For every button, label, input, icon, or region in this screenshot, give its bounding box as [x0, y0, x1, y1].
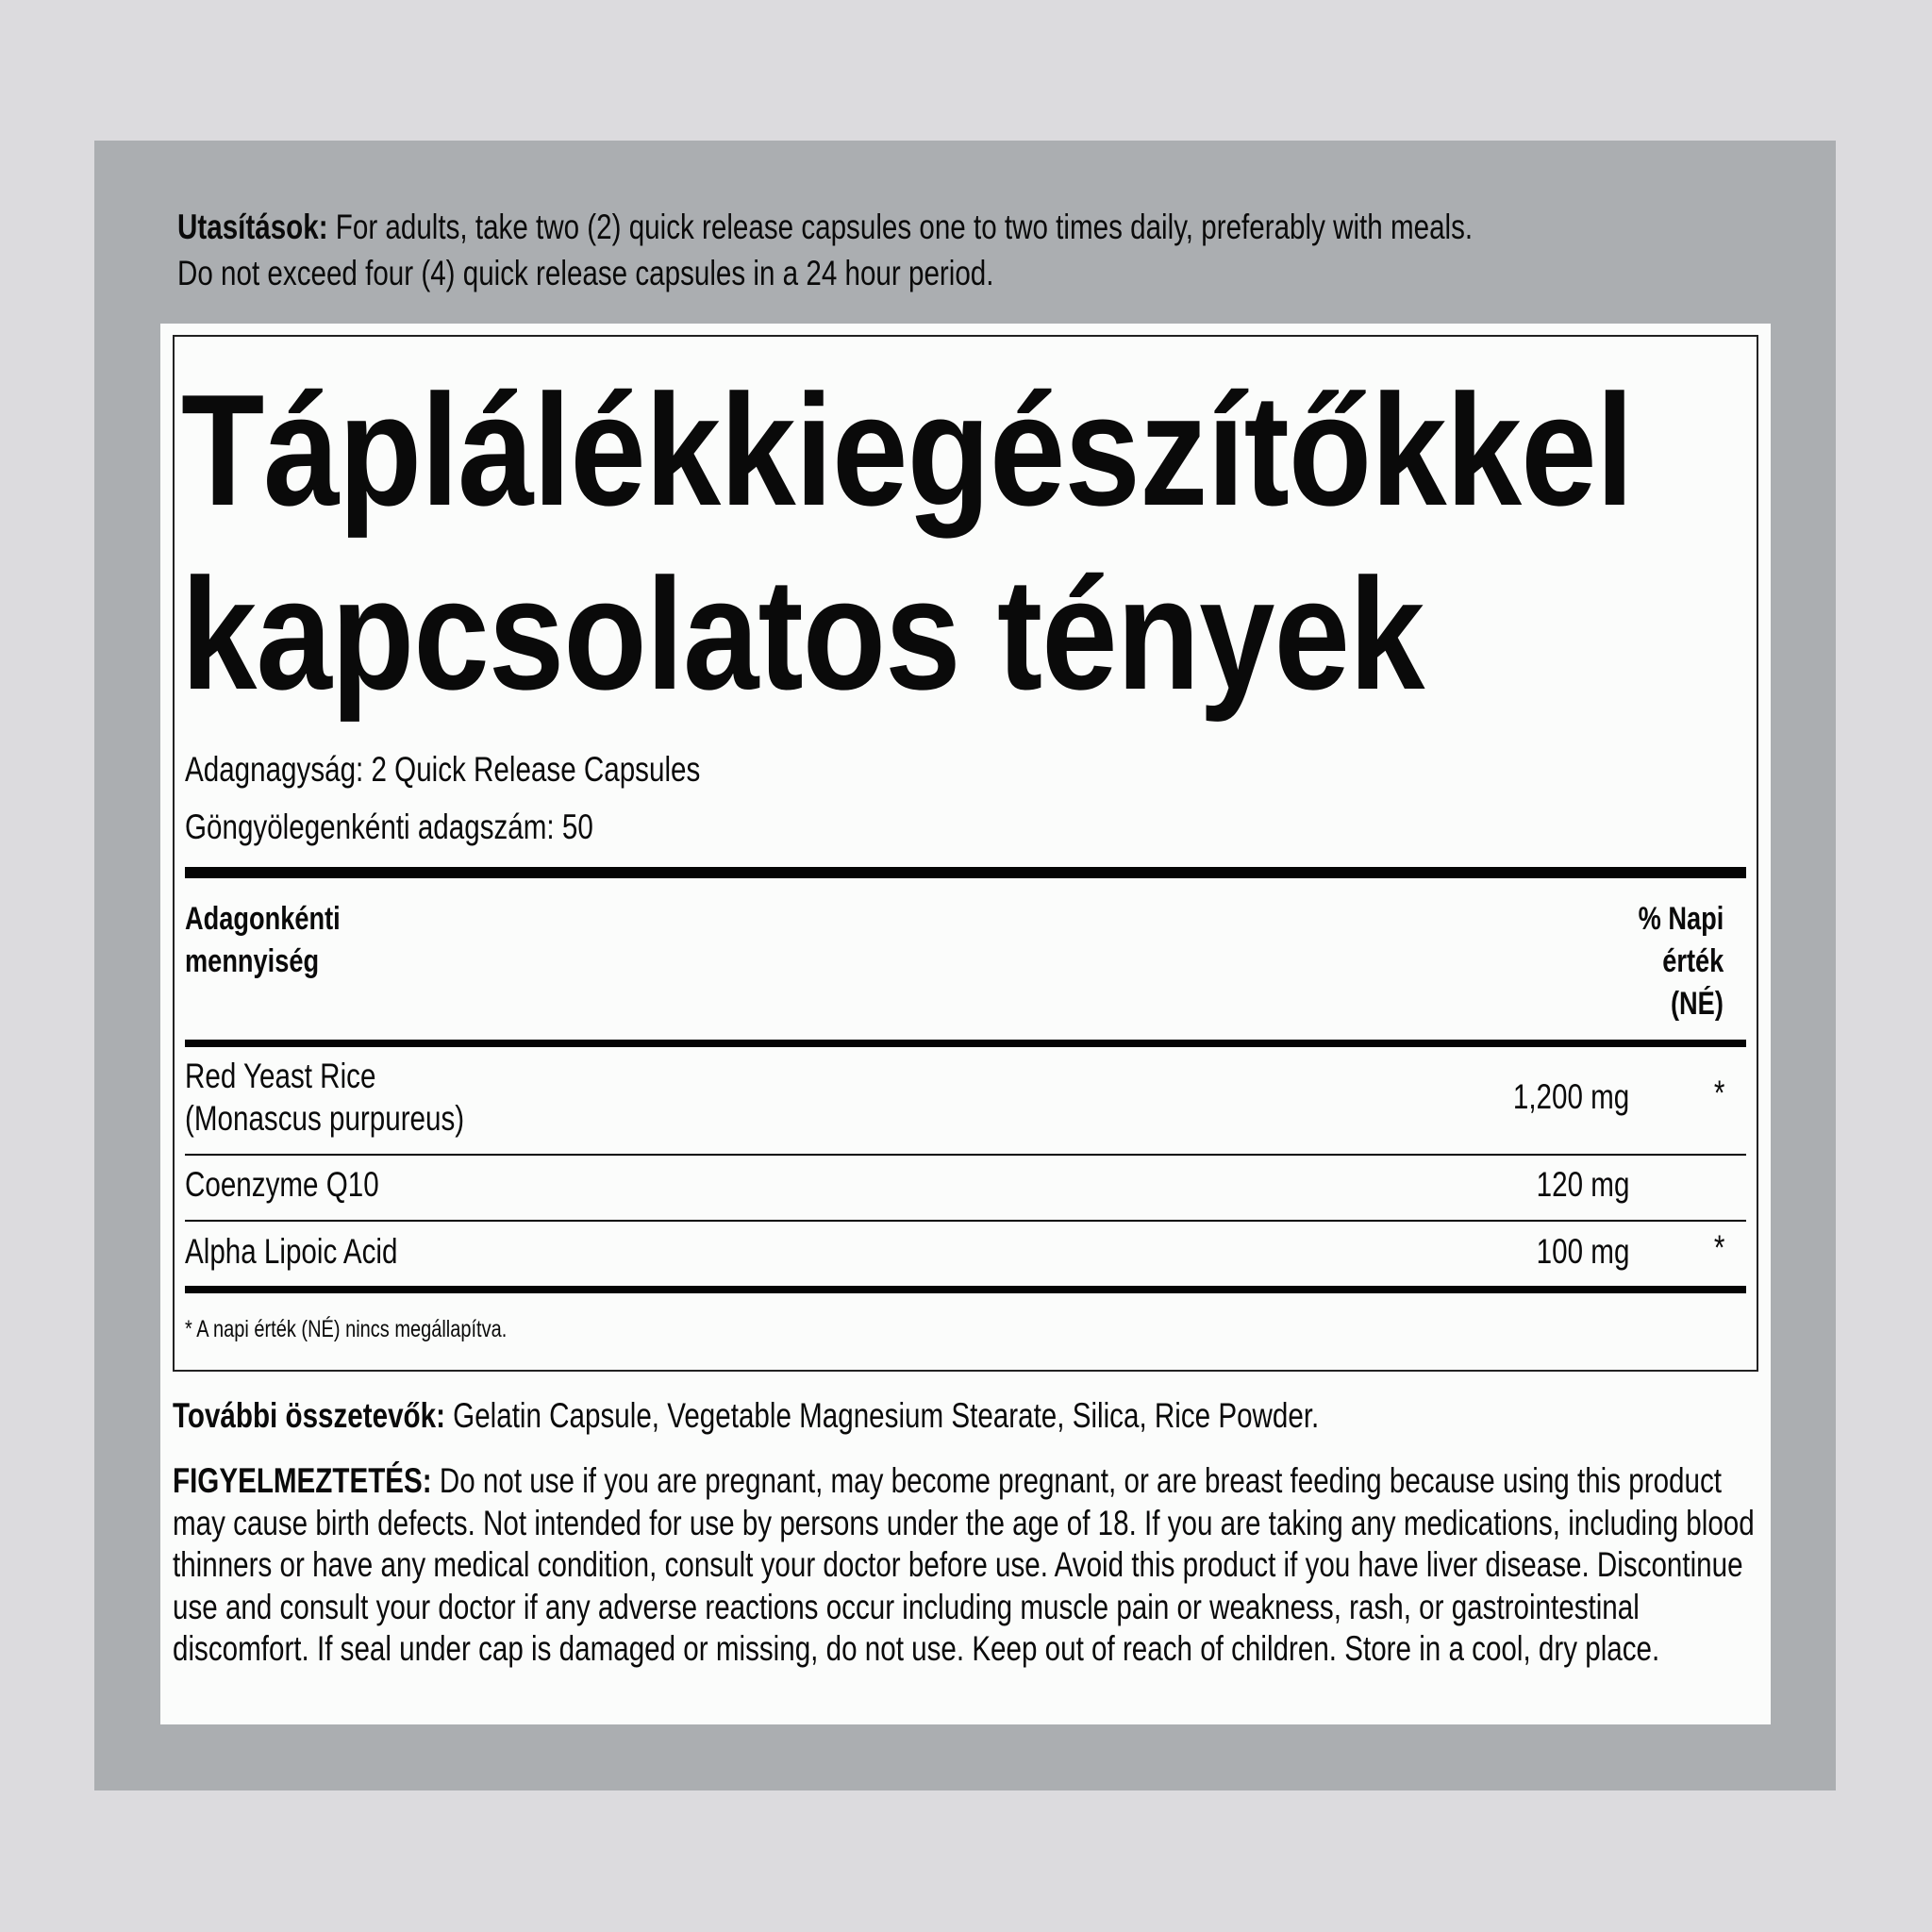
- directions-line-2: Do not exceed four (4) quick release capsules in a 24 hour period.: [177, 254, 994, 292]
- row-name: Red Yeast Rice: [185, 1057, 376, 1095]
- warning-text: Do not use if you are pregnant, may become pregnant, or are breast feeding because using this product may cause birth defects. Not intended for use by persons under the age of 18. If you are taking any medications, including blood thinners or have any medical condition, consult your doctor before use. Avoid this product if you have liver disease. Discontinue use and consult your doctor if any adverse reactions occur including muscle pain or weakness, rash, or gastrointestinal discomfort. If seal under cap is damaged or missing, do not use. Keep out of reach of children. Store in a cool, dry place.: [173, 1461, 1755, 1668]
- facts-title-line-2: kapcsolatos tények: [181, 545, 1424, 723]
- footnote: * A napi érték (NÉ) nincs megállapítva.: [185, 1316, 508, 1342]
- medium-divider: [185, 1040, 1746, 1047]
- row-subname: (Monascus purpureus): [185, 1099, 465, 1138]
- header-amount-line-1: Adagonkénti: [185, 901, 341, 937]
- row-name: Coenzyme Q10: [185, 1165, 379, 1204]
- row-dv: *: [1713, 1074, 1724, 1112]
- other-ingredients-text: Gelatin Capsule, Vegetable Magnesium Stearate, Silica, Rice Powder.: [453, 1396, 1320, 1435]
- header-dv-line-3: (NÉ): [1671, 986, 1724, 1022]
- serving-size: Adagnagyság: 2 Quick Release Capsules: [185, 750, 701, 789]
- row-name: Alpha Lipoic Acid: [185, 1232, 398, 1271]
- facts-title-line-1: Táplálékkiegészítőkkel: [181, 361, 1634, 539]
- header-dv-line-2: érték: [1661, 943, 1724, 979]
- directions-label: Utasítások:: [177, 208, 328, 246]
- warning-label: FIGYELMEZTETÉS:: [173, 1461, 432, 1500]
- other-ingredients: [173, 1398, 1319, 1433]
- row-dv: *: [1713, 1228, 1724, 1267]
- thick-divider: [185, 867, 1746, 878]
- other-ingredients-label: További összetevők:: [173, 1396, 445, 1435]
- row-amount: 120 mg: [1536, 1165, 1629, 1204]
- bottom-divider: [185, 1286, 1746, 1293]
- directions-text: For adults, take two (2) quick release capsules one to two times daily, preferably with meals.: [335, 208, 1474, 246]
- warning: [173, 1460, 1765, 1671]
- header-dv-line-1: % Napi: [1638, 901, 1724, 937]
- directions-line-1: [177, 209, 1473, 244]
- row-amount: 100 mg: [1536, 1232, 1629, 1271]
- header-amount-line-2: mennyiség: [185, 943, 320, 979]
- servings-per-container: Göngyölegenkénti adagszám: 50: [185, 808, 593, 846]
- row-divider: [185, 1220, 1746, 1222]
- row-amount: 1,200 mg: [1512, 1077, 1629, 1116]
- row-divider: [185, 1154, 1746, 1156]
